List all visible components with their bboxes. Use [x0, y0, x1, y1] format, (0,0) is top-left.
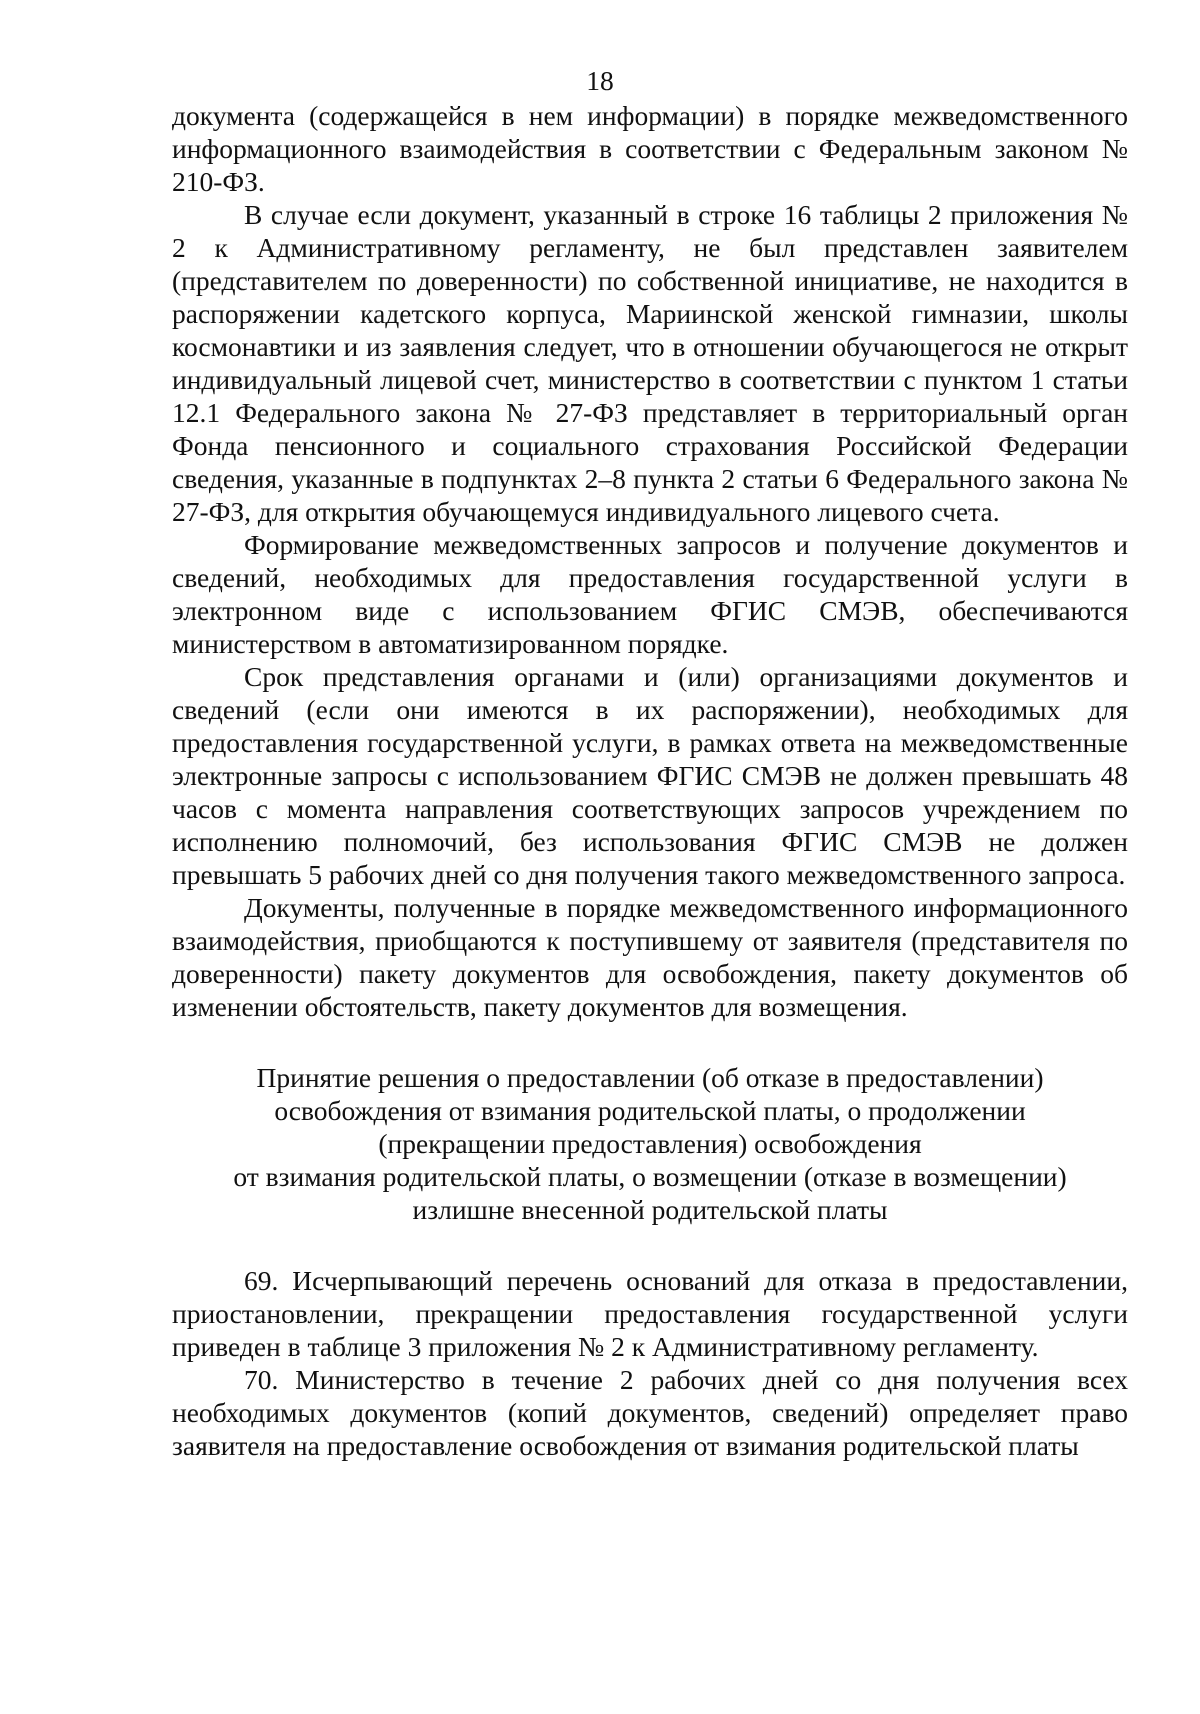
section-heading-line: (прекращении предоставления) освобождения: [378, 1128, 922, 1159]
section-heading-line: от взимания родительской платы, о возмещении (отказе в возмещении): [233, 1161, 1067, 1192]
paragraph-item-70: 70. Министерство в течение 2 рабочих дней со дня получения всех необходимых документов (копий документов, сведений) определяет право заявителя на предоставление освобождения от взимания родительской платы: [172, 1364, 1128, 1461]
section-heading: [172, 1061, 1128, 1226]
page-number: 18: [586, 65, 614, 96]
section-heading-line: излишне внесенной родительской платы: [412, 1194, 888, 1225]
paragraph-received-documents: Документы, полученные в порядке межведомственного информационного взаимодействия, приобщаются к поступившему от заявителя (представителя по доверенности) пакету документов для освобождения, пакету документов об изменении обстоятельств, пакету документов для возмещения.: [172, 892, 1128, 1022]
document-body: [172, 99, 1128, 1462]
paragraph-continuation: документа (содержащейся в нем информации) в порядке межведомственного информационного взаимодействия в соответствии с Федеральным законом № 210-ФЗ.: [172, 100, 1128, 197]
paragraph-pension-fund-account: В случае если документ, указанный в строке 16 таблицы 2 приложения № 2 к Административному регламенту, не был представлен заявителем (представителем по доверенности) по собственной инициативе, не находится в распоряжении кадетского корпуса, Мариинской женской гимназии, школы космонавтики и из заявления следует, что в отношении обучающегося не открыт индивидуальный лицевой счет, министерство в соответствии с пунктом 1 статьи 12.1 Федерального закона № 27-ФЗ представляет в территориальный орган Фонда пенсионного и социального страхования Российской Федерации сведения, указанные в подпунктах 2–8 пункта 2 статьи 6 Федерального закона № 27-ФЗ, для открытия обучающемуся индивидуального лицевого счета.: [172, 199, 1128, 527]
paragraph-item-69: 69. Исчерпывающий перечень оснований для отказа в предоставлении, приостановлении, прекращении предоставления государственной услуги приведен в таблице 3 приложения № 2 к Административному регламенту.: [172, 1265, 1128, 1362]
paragraph-response-deadline: Срок представления органами и (или) организациями документов и сведений (если они имеются в их распоряжении), необходимых для предоставления государственной услуги, в рамках ответа на межведомственные электронные запросы с использованием ФГИС СМЭВ не должен превышать 48 часов с момента направления соответствующих запросов учреждением по исполнению полномочий, без использования ФГИС СМЭВ не должен превышать 5 рабочих дней со дня получения такого межведомственного запроса.: [172, 661, 1128, 890]
section-heading-line: Принятие решения о предоставлении (об отказе в предоставлении): [256, 1062, 1044, 1093]
section-heading-line: освобождения от взимания родительской платы, о продолжении: [274, 1095, 1026, 1126]
paragraph-interagency-requests: Формирование межведомственных запросов и получение документов и сведений, необходимых для предоставления государственной услуги в электронном виде с использованием ФГИС СМЭВ, обеспечиваются министерством в автоматизированном порядке.: [172, 529, 1128, 659]
